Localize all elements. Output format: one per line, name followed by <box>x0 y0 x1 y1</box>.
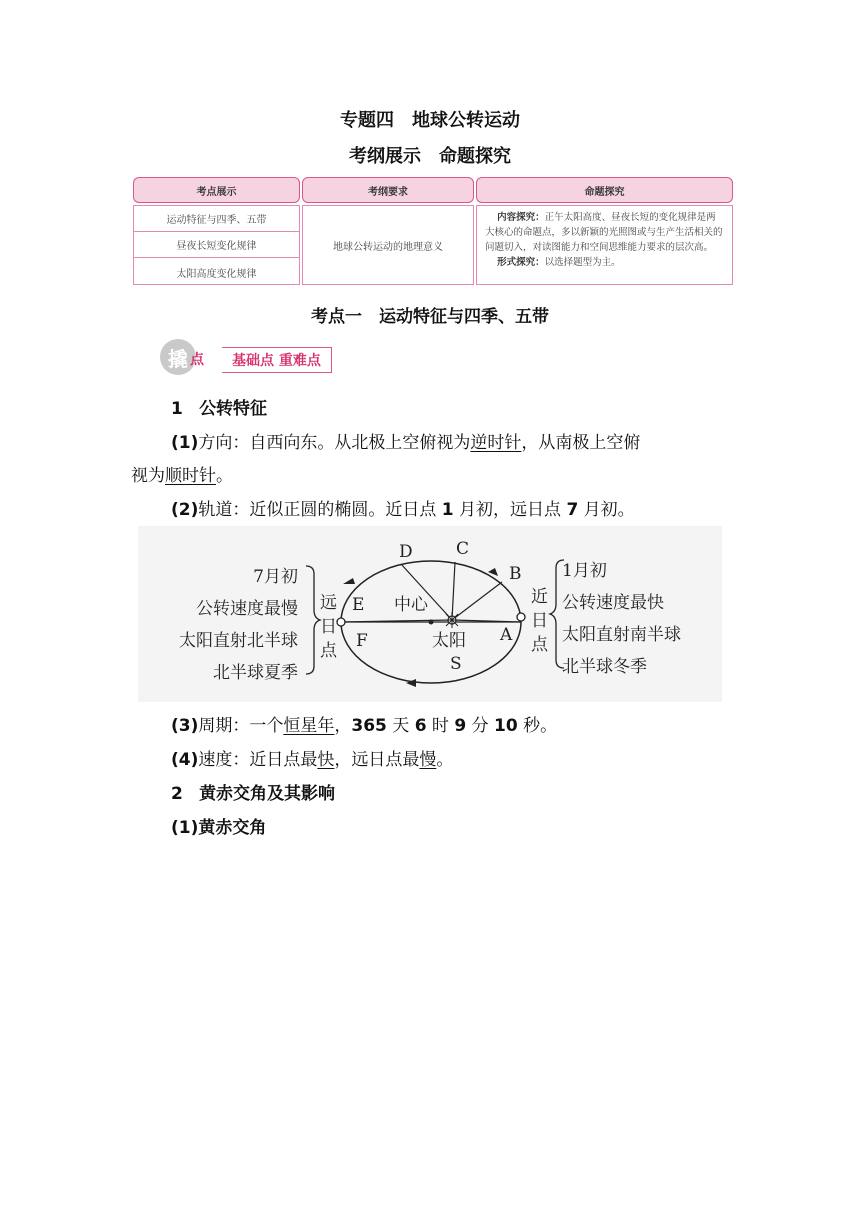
label-sun: 太阳 <box>432 631 466 651</box>
badge-circle-icon: 撬 <box>160 339 196 375</box>
label-center: 中心 <box>394 595 428 615</box>
right-line-3: 太阳直射南半球 <box>562 625 681 645</box>
radius-c <box>452 562 455 620</box>
left-point-1: 远 <box>320 593 337 613</box>
orbit-diagram-svg <box>138 526 722 702</box>
label-s: S <box>450 654 462 674</box>
paragraph-direction: (1)方向：自西向东。从北极上空俯视为逆时针，从南极上空俯 <box>171 433 641 453</box>
document-subtitle: 考纲展示 命题探究 <box>349 146 511 167</box>
table-row: 昼夜长短变化规律 <box>134 232 299 258</box>
sun-icon <box>444 612 460 628</box>
center-point <box>429 620 434 625</box>
table-header-requirements: 考纲要求 <box>302 177 474 203</box>
form-inquiry-text: 以选择题型为主。 <box>544 257 621 268</box>
label-f: F <box>356 631 368 651</box>
aphelion-point <box>337 618 345 626</box>
table-header-inquiry: 命题探究 <box>476 177 733 203</box>
label-a: A <box>500 625 513 645</box>
content-inquiry-label: 内容探究： <box>497 212 545 223</box>
label-d: D <box>399 542 413 562</box>
left-line-4: 北半球夏季 <box>213 663 298 683</box>
left-point-3: 点 <box>320 641 337 661</box>
paragraph-obliquity: (1)黄赤交角 <box>171 818 267 838</box>
right-line-4: 北半球冬季 <box>562 657 647 677</box>
right-point-1: 近 <box>531 587 548 607</box>
perihelion-point <box>517 613 525 621</box>
table-inquiry-column <box>476 205 733 285</box>
table-header-points: 考点展示 <box>133 177 300 203</box>
table-inquiry-text <box>485 210 724 270</box>
orbit-arrow-icon <box>343 578 355 584</box>
table-requirements-column <box>302 205 474 285</box>
table-requirement-text: 地球公转运动的地理意义 <box>333 241 443 253</box>
right-line-2: 公转速度最快 <box>562 593 664 613</box>
paragraph-direction-cont: 视为顺时针。 <box>131 466 233 486</box>
right-point-2: 日 <box>531 611 548 631</box>
heading-1: 1 公转特征 <box>171 399 268 419</box>
label-e: E <box>352 595 365 615</box>
orbit-arrow-icon <box>406 679 416 687</box>
paragraph-orbit: (2)轨道：近似正圆的椭圆。近日点 1 月初，远日点 7 月初。 <box>171 500 635 520</box>
label-c: C <box>456 539 470 559</box>
syllabus-table <box>133 177 733 286</box>
right-line-1: 1月初 <box>562 561 607 581</box>
label-b: B <box>509 564 522 584</box>
left-line-3: 太阳直射北半球 <box>179 631 298 651</box>
table-points-column <box>133 205 300 285</box>
right-point-3: 点 <box>531 635 548 655</box>
left-point-2: 日 <box>320 617 337 637</box>
document-title: 专题四 地球公转运动 <box>340 110 520 131</box>
table-row: 运动特征与四季、五带 <box>134 206 299 232</box>
badge-prefix: 点 <box>190 352 204 368</box>
left-line-1: 7月初 <box>253 567 298 587</box>
paragraph-speed: (4)速度：近日点最快，远日点最慢。 <box>171 750 454 770</box>
form-inquiry-label: 形式探究： <box>497 257 545 268</box>
content-inquiry-text: 正午太阳高度、昼夜长短的变化规律是两大核心的命题点，多以新颖的光照图或与生产生活相关的问题切入，对读图能力和空间思维能力要求的层次高。 <box>485 212 723 253</box>
table-row: 太阳高度变化规律 <box>176 268 257 280</box>
badge-label: 基础点 重难点 <box>222 347 332 373</box>
left-brace <box>306 566 320 674</box>
left-line-2: 公转速度最慢 <box>196 599 298 619</box>
orbit-diagram <box>138 526 722 702</box>
heading-2: 2 黄赤交角及其影响 <box>171 784 336 804</box>
radius-b <box>452 582 502 620</box>
section-heading: 考点一 运动特征与四季、五带 <box>311 307 549 327</box>
paragraph-period: (3)周期：一个恒星年，365 天 6 时 9 分 10 秒。 <box>171 716 558 736</box>
key-points-badge <box>160 337 360 377</box>
